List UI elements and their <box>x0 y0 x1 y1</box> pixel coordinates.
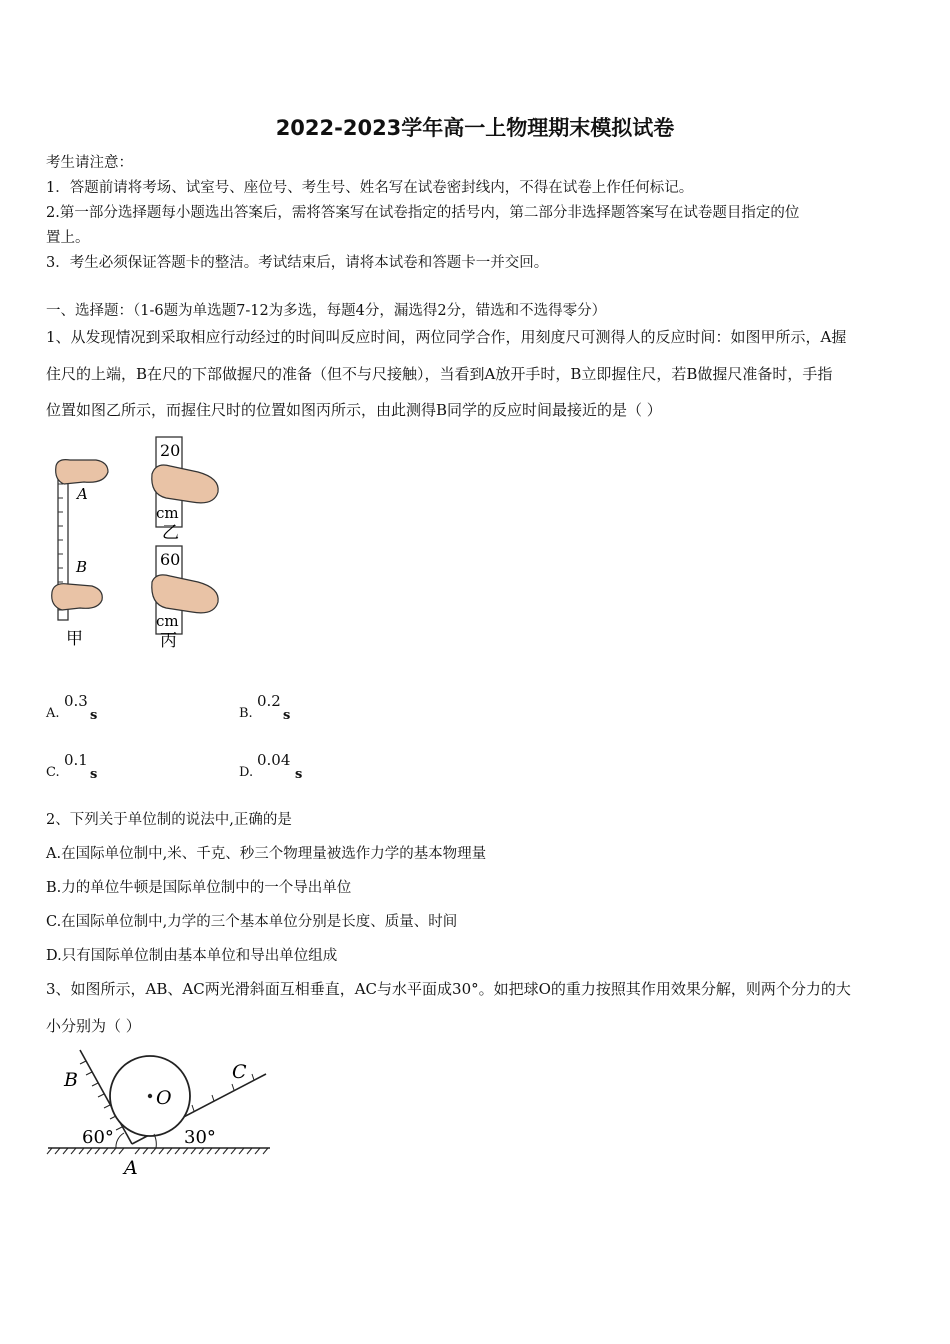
notice-heading: 考生请注意： <box>46 155 133 171</box>
option-value: 0.2 <box>257 692 281 710</box>
ball-center <box>148 1094 152 1098</box>
label-a: A <box>77 485 88 503</box>
hand-a-icon <box>56 460 108 484</box>
yi-number: 20 <box>160 441 181 460</box>
q1-line-3: 位置如图乙所示，而握住尺时的位置如图丙所示，由此测得B同学的反应时间最接近的是（ ） <box>46 401 662 419</box>
angle-60-arc <box>116 1133 124 1148</box>
q1-option-a[interactable] <box>46 692 98 723</box>
option-letter: C. <box>46 765 60 780</box>
angle-30-label: 30° <box>184 1127 216 1148</box>
q2-option-a[interactable]: A.在国际单位制中,米、千克、秒三个物理量被选作力学的基本物理量 <box>46 846 487 862</box>
option-value: 0.04 <box>257 751 291 769</box>
q1-option-d[interactable] <box>239 751 303 782</box>
q1-line-1: 1、从发现情况到采取相应行动经过的时间叫反应时间，两位同学合作，用刻度尺可测得人的反应时间：如图甲所示，A握 <box>46 328 847 346</box>
bing-unit: cm <box>156 612 179 630</box>
q3-line-2: 小分别为（ ） <box>46 1017 141 1035</box>
bing-number: 60 <box>160 550 181 569</box>
q1-option-c[interactable] <box>46 751 98 782</box>
label-jia: 甲 <box>66 629 83 649</box>
option-unit: s <box>90 708 98 723</box>
label-b: B <box>76 558 88 576</box>
notice-item-2: 2.第一部分选择题每小题选出答案后，需将答案写在试卷指定的括号内，第二部分非选择题答案写在试卷题目指定的位 <box>46 205 800 221</box>
notice-item-1: 1．答题前请将考场、试室号、座位号、考生号、姓名写在试卷密封线内，不得在试卷上作任何标记。 <box>46 180 694 196</box>
q2-option-c[interactable]: C.在国际单位制中,力学的三个基本单位分别是长度、质量、时间 <box>46 914 458 930</box>
hand-b-icon <box>52 584 103 610</box>
option-value: 0.1 <box>64 751 88 769</box>
q1-ruler-figure <box>44 432 234 657</box>
notice-item-3: 3．考生必须保证答题卡的整洁。考试结束后，请将本试卷和答题卡一并交回。 <box>46 255 549 271</box>
label-c: C <box>232 1061 247 1083</box>
section-heading: 一、选择题：（1-6题为单选题7-12为多选，每题4分，漏选得2分，错选和不选得零分） <box>46 303 607 319</box>
label-o: O <box>156 1087 172 1109</box>
label-b: B <box>64 1069 78 1091</box>
q3-incline-figure <box>44 1046 276 1180</box>
option-letter: D. <box>239 765 254 780</box>
q2-stem: 2、下列关于单位制的说法中,正确的是 <box>46 812 292 828</box>
option-letter: B. <box>239 706 253 721</box>
label-yi: 乙 <box>162 523 179 543</box>
page-title: 2022-2023学年高一上物理期末模拟试卷 <box>275 116 675 140</box>
q1-option-b[interactable] <box>239 692 291 723</box>
angle-60-label: 60° <box>82 1127 114 1148</box>
option-unit: s <box>90 767 98 782</box>
q2-option-d[interactable]: D.只有国际单位制由基本单位和导出单位组成 <box>46 948 338 964</box>
label-bing: 丙 <box>160 631 177 651</box>
notice-item-2-cont: 置上。 <box>46 230 90 246</box>
option-value: 0.3 <box>64 692 88 710</box>
yi-unit: cm <box>156 504 179 522</box>
q3-line-1: 3、如图所示，AB、AC两光滑斜面互相垂直，AC与水平面成30°。如把球O的重力按照其作用效果分解，则两个分力的大 <box>46 980 851 998</box>
label-a: A <box>124 1157 138 1179</box>
option-unit: s <box>283 708 291 723</box>
q1-line-2: 住尺的上端，B在尺的下部做握尺的准备（但不与尺接触），当看到A放开手时，B立即握住尺，若B做握尺准备时，手指 <box>46 365 833 383</box>
q2-option-b[interactable]: B.力的单位牛顿是国际单位制中的一个导出单位 <box>46 880 352 896</box>
option-unit: s <box>295 767 303 782</box>
option-letter: A. <box>46 706 60 721</box>
